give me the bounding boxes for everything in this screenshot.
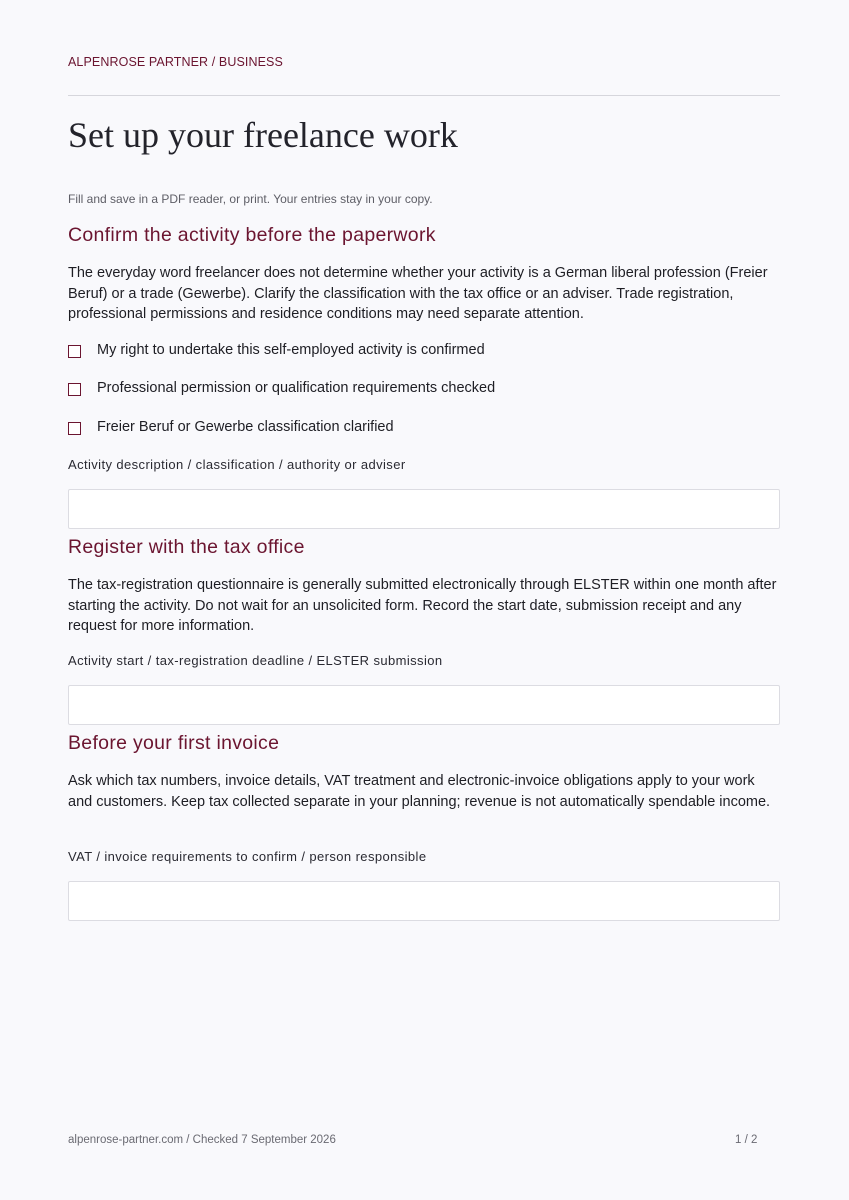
checkbox-box[interactable] <box>68 345 81 358</box>
checkbox-label: Freier Beruf or Gewerbe classification clarified <box>97 419 394 435</box>
checkbox-box[interactable] <box>68 383 81 396</box>
field-label-tax-registration: Activity start / tax-registration deadline / ELSTER submission <box>68 653 443 668</box>
page-number: 1 / 2 <box>735 1134 758 1146</box>
page-title: Set up your freelance work <box>68 115 458 155</box>
checkbox-right-to-work[interactable] <box>68 340 485 360</box>
invoice-requirements-field[interactable] <box>68 881 780 921</box>
section-body-first-invoice: Ask which tax numbers, invoice details, VAT treatment and electronic-invoice obligations apply to your work and customers. Keep tax collected separate in your planning; revenue is not automatically spendable income. <box>68 773 771 810</box>
checkbox-box[interactable] <box>68 422 81 435</box>
checkbox-label: Professional permission or qualification requirements checked <box>97 380 496 396</box>
checkbox-classification-clarified[interactable] <box>68 417 394 437</box>
section-body-tax-office: The tax-registration questionnaire is generally submitted electronically through ELSTER within one month after starting the activity. Do not wait for an unsolicited form. Record the start date, submission receipt and any request for more information. <box>68 577 777 634</box>
activity-description-field[interactable] <box>68 489 780 529</box>
brand-label: ALPENROSE PARTNER / BUSINESS <box>68 55 283 69</box>
tax-registration-field[interactable] <box>68 685 780 725</box>
footer-source: alpenrose-partner.com / Checked 7 September 2026 <box>68 1134 336 1146</box>
section-heading-activity: Confirm the activity before the paperwork <box>68 224 436 246</box>
header-divider <box>68 95 780 96</box>
section-heading-tax-office: Register with the tax office <box>68 536 305 558</box>
checkbox-permission-checked[interactable] <box>68 378 495 398</box>
checkbox-label: My right to undertake this self-employed activity is confirmed <box>97 342 485 358</box>
intro-text: Fill and save in a PDF reader, or print. Your entries stay in your copy. <box>68 192 433 206</box>
field-label-activity: Activity description / classification / authority or adviser <box>68 457 406 472</box>
field-label-invoice: VAT / invoice requirements to confirm / person responsible <box>68 849 427 864</box>
section-body-activity: The everyday word freelancer does not determine whether your activity is a German liberal profession (Freier Beruf) or a trade (Gewerbe). Clarify the classification with the tax office or an adviser. Trade registration, professional permissions and residence conditions may need separate attention. <box>68 265 768 322</box>
section-heading-first-invoice: Before your first invoice <box>68 732 280 754</box>
